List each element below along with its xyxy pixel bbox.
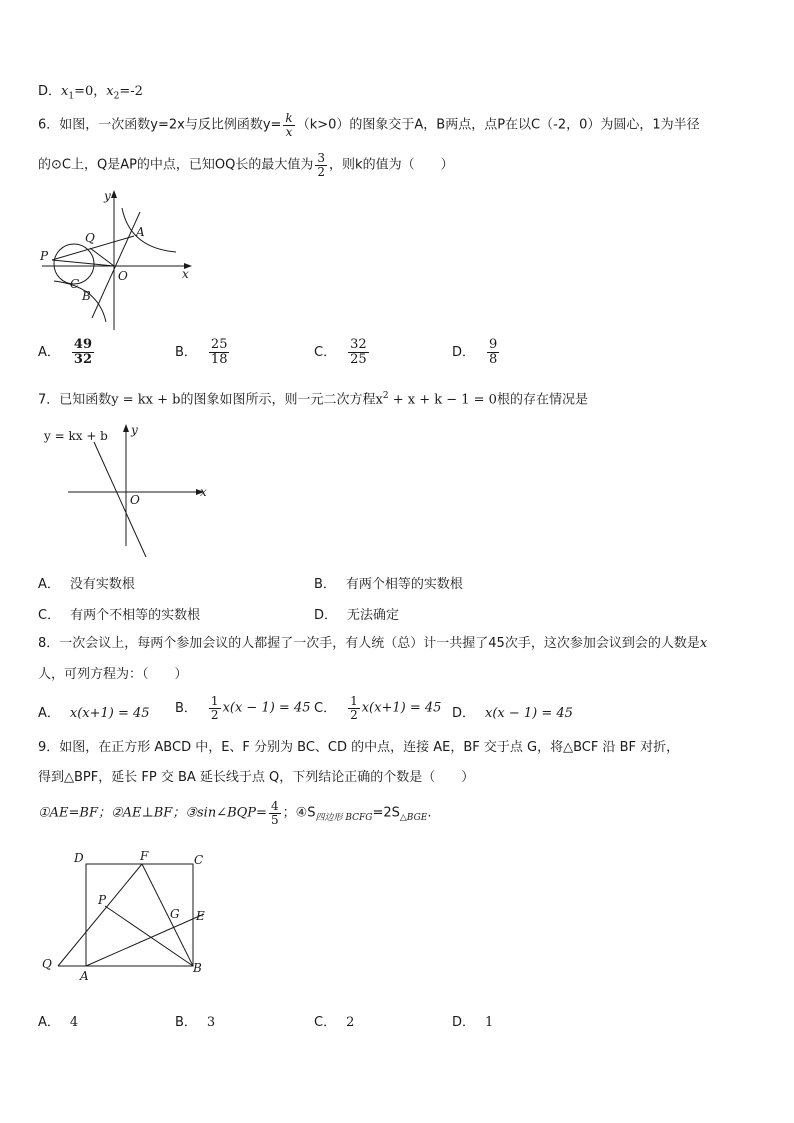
option-label: C． xyxy=(38,608,61,623)
q6-max-fraction xyxy=(315,152,327,178)
option-text: 没有实数根 xyxy=(69,577,135,592)
q9-stem-line2 xyxy=(38,770,764,786)
label-y: y xyxy=(131,423,138,437)
option-label: C． xyxy=(314,700,337,716)
label-x: x xyxy=(182,267,189,281)
frac-num: 1 xyxy=(210,694,219,708)
q7-text-c: 根的存在情况是 xyxy=(496,392,588,408)
q8-stem-line1 xyxy=(38,636,764,652)
q6-option-b[interactable] xyxy=(175,338,231,366)
option-label: D． xyxy=(452,706,476,721)
q9-sub-tri: △BGE xyxy=(399,813,428,824)
q6-stem-line1 xyxy=(38,112,764,138)
var-x2: x xyxy=(106,84,114,99)
frac-den: 25 xyxy=(350,351,367,367)
frac-den: 18 xyxy=(210,351,228,367)
option-text: 3 xyxy=(206,1015,216,1030)
frac-num: 25 xyxy=(210,337,228,352)
q9-text-line1: 9．如图，在正方形 ABCD 中，E、F 分别为 BC、CD 的中点，连接 AE，BF 交于点 G，将△BCF 沿 BF 对折， xyxy=(38,740,680,755)
q8-option-d[interactable] xyxy=(452,702,573,721)
option-label: A． xyxy=(38,577,60,592)
option-expr: x(x − 1) = 45 xyxy=(222,700,311,716)
q7-eq-b: + x + k − 1 = 0 xyxy=(388,392,497,408)
q9-option-c[interactable] xyxy=(314,1011,354,1030)
segment-po xyxy=(52,260,114,266)
sub-2: 2 xyxy=(113,91,120,102)
option-label: D． xyxy=(314,608,338,623)
option-label: B． xyxy=(175,700,197,716)
q6-text-a: 6．如图，一次函数y=2x与反比例函数y= xyxy=(38,117,282,133)
label-q: Q xyxy=(85,231,95,245)
frac-num: 49 xyxy=(73,337,92,352)
val-x1: =0， xyxy=(74,84,107,99)
half-fraction xyxy=(209,695,221,721)
option-text: 无法确定 xyxy=(347,608,400,623)
q6-figure xyxy=(36,186,196,334)
frac-num: 3 xyxy=(317,151,326,165)
q7-text-b: 的图象如图所示，则一元二次方程 xyxy=(180,392,376,408)
q8-option-c[interactable] xyxy=(314,695,441,721)
option-label: A． xyxy=(38,706,60,721)
frac-den: 2 xyxy=(350,707,358,722)
q7-figure xyxy=(38,420,218,562)
q8-var-x: x xyxy=(699,636,708,651)
q6-text-d: ，则k的值为（ ） xyxy=(329,157,454,173)
label-x: x xyxy=(200,485,207,499)
frac-den: x xyxy=(285,124,293,139)
segment-pb xyxy=(105,906,193,966)
frac-den: 2 xyxy=(317,164,326,179)
option-text: 4 xyxy=(69,1015,79,1030)
q6-option-d[interactable] xyxy=(452,338,501,366)
option-fraction xyxy=(487,338,499,366)
q9-sin-fraction xyxy=(269,800,281,826)
option-expr: x(x+1) = 45 xyxy=(69,706,150,721)
option-label: C． xyxy=(314,1015,337,1030)
label-b: B xyxy=(193,961,202,975)
hyperbola-branch-upper xyxy=(122,208,176,252)
q7-stem xyxy=(38,391,764,408)
q6-text-b: （k>0）的图象交于A，B两点，点P在以C（-2，0）为圆心，1为半径 xyxy=(296,117,700,133)
label-o: O xyxy=(118,269,128,283)
option-label: D． xyxy=(38,84,62,99)
label-a: A xyxy=(136,225,145,239)
frac-num: 1 xyxy=(350,694,358,708)
sub-1: 1 xyxy=(68,91,75,102)
q9-option-a[interactable] xyxy=(38,1011,78,1030)
frac-num: k xyxy=(285,111,293,125)
option-fraction xyxy=(72,338,94,366)
q9-option-b[interactable] xyxy=(175,1011,215,1030)
label-o: O xyxy=(130,493,140,507)
frac-den: 2 xyxy=(210,707,219,722)
y-arrow xyxy=(111,190,117,198)
segment-ae xyxy=(86,914,204,966)
q6-option-a[interactable] xyxy=(38,338,96,366)
hyperbola-branch-lower xyxy=(54,281,106,322)
q9-text-line2: 得到△BPF，延长 FP 交 BA 延长线于点 Q，下列结论正确的个数是（ ） xyxy=(38,770,475,785)
option-fraction xyxy=(209,338,230,366)
segment-fb xyxy=(142,864,193,966)
option-label: B． xyxy=(175,1015,197,1030)
q7-option-b[interactable] xyxy=(314,573,463,592)
label-p: P xyxy=(98,893,107,907)
q9-conclusions-b: ；④S xyxy=(282,805,316,821)
frac-num: 32 xyxy=(350,337,367,352)
q9-stem-line1 xyxy=(38,740,764,756)
option-text: 1 xyxy=(485,1015,494,1030)
frac-num: 9 xyxy=(489,337,498,352)
q9-conclusions-a: ①AE=BF；②AE⊥BF；③sin∠BQP= xyxy=(38,805,267,821)
option-expr: x(x+1) = 45 xyxy=(361,700,442,716)
label-p: P xyxy=(40,249,49,263)
q7-option-c[interactable] xyxy=(38,604,200,623)
q9-conclusions-mid: =2S xyxy=(372,805,400,821)
label-f: F xyxy=(140,849,149,863)
q9-sub-quad: 四边形 BCFG xyxy=(315,813,373,824)
option-label: A． xyxy=(38,1015,60,1030)
half-fraction xyxy=(348,695,360,721)
q7-option-d[interactable] xyxy=(314,604,399,623)
q5-option-d xyxy=(38,84,764,102)
val-x2: =-2 xyxy=(119,84,143,99)
q8-stem-line2 xyxy=(38,667,764,683)
frac-den: 5 xyxy=(270,812,279,827)
q9-conclusions-end: . xyxy=(427,805,432,821)
option-fraction xyxy=(348,338,369,366)
q8-option-b[interactable] xyxy=(175,695,311,721)
q8-text-line1: 8．一次会议上，每两个参加会议的人都握了一次手，有人统（总）计一共握了45次手，这次参加会议到会的人数是 xyxy=(38,636,700,651)
label-a: A xyxy=(80,969,89,983)
option-text: 2 xyxy=(346,1015,355,1030)
frac-num: 4 xyxy=(270,799,279,813)
label-c: C xyxy=(194,853,204,867)
label-y: y xyxy=(104,189,111,203)
option-label: C． xyxy=(314,344,337,360)
q6-stem-line2 xyxy=(38,152,764,178)
q7-text-a: 7．已知函数 xyxy=(38,392,112,408)
label-func: y = kx + b xyxy=(44,429,108,443)
label-e: E xyxy=(196,909,205,923)
q7-option-a[interactable] xyxy=(38,573,135,592)
q9-figure xyxy=(38,846,218,986)
label-b: B xyxy=(82,289,91,303)
q6-option-c[interactable] xyxy=(314,338,371,366)
option-label: B． xyxy=(314,577,336,592)
q6-k-over-x xyxy=(283,112,294,138)
option-label: D． xyxy=(452,344,476,360)
option-expr: x(x − 1) = 45 xyxy=(485,706,573,721)
q8-option-a[interactable] xyxy=(38,702,150,721)
label-d: D xyxy=(74,851,84,865)
var-x1: x xyxy=(61,84,69,99)
segment-qf xyxy=(58,864,142,966)
q7-eq-sup: 2 xyxy=(382,391,389,401)
label-g: G xyxy=(170,907,180,921)
option-label: A． xyxy=(38,344,60,360)
q7-eq-a: x xyxy=(375,392,383,408)
option-text: 有两个相等的实数根 xyxy=(345,577,463,592)
q6-text-c: 的⊙C上，Q是AP的中点，已知OQ长的最大值为 xyxy=(38,157,314,173)
option-label: B． xyxy=(175,344,197,360)
q8-text-line2: 人，可列方程为：（ ） xyxy=(38,667,188,682)
q9-option-d[interactable] xyxy=(452,1011,493,1030)
frac-den: 8 xyxy=(489,351,498,367)
y-arrow xyxy=(123,424,129,432)
label-c: C xyxy=(70,277,80,291)
frac-den: 32 xyxy=(73,351,92,367)
option-label: D． xyxy=(452,1015,476,1030)
q9-conclusions xyxy=(38,800,764,826)
option-text: 有两个不相等的实数根 xyxy=(70,608,201,623)
q7-func: y = kx + b xyxy=(111,392,181,408)
label-q: Q xyxy=(42,957,52,971)
